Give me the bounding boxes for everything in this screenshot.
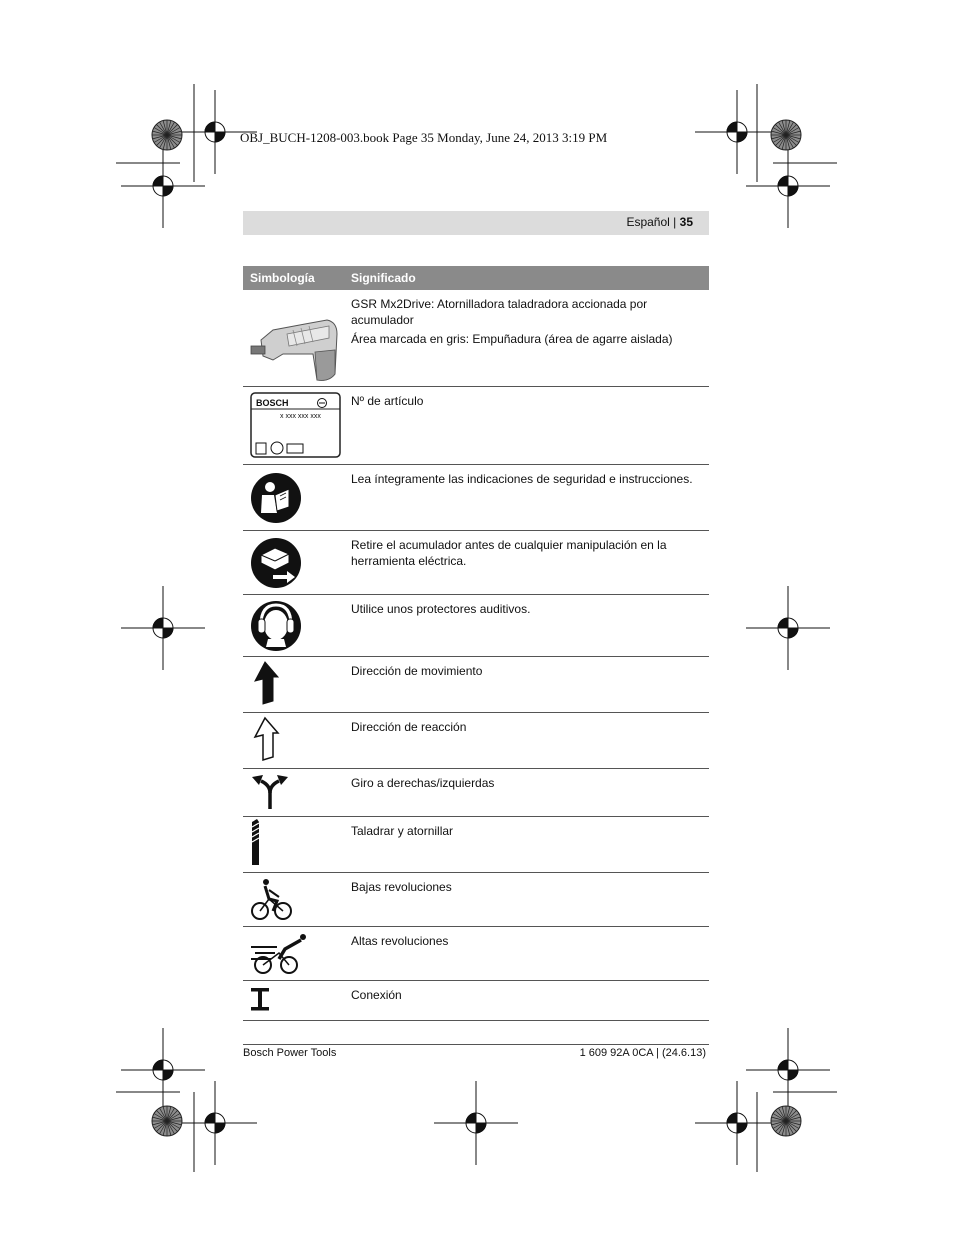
on-switch-icon [243, 981, 343, 1020]
footer-brand: Bosch Power Tools [243, 1047, 337, 1059]
table-row [243, 290, 709, 387]
symbol-cell [243, 465, 343, 530]
meaning-line: Bajas revoluciones [351, 880, 452, 894]
nameplate-number: x xxx xxx xxx [280, 413, 321, 420]
registration-crosshair [121, 144, 205, 228]
meaning-line: Área marcada en gris: Empuñadura (área de agarre aislada) [351, 332, 673, 346]
table-row [243, 981, 709, 1021]
table-row [243, 465, 709, 531]
page-header [243, 211, 709, 235]
header-separator: | [673, 215, 677, 229]
reaction-arrow-icon [243, 713, 343, 768]
column-header-symbol: Simbología [250, 271, 315, 285]
registration-crosshair [173, 1081, 257, 1165]
meaning-line: Retire el acumulador antes de cualquier manipulación en la herramienta eléctrica. [351, 538, 667, 568]
movement-arrow-icon [243, 657, 343, 712]
symbol-cell [243, 713, 343, 768]
registration-crosshair [746, 1028, 830, 1112]
meaning-cell [351, 719, 703, 738]
symbol-cell [243, 290, 343, 386]
meaning-cell [351, 601, 703, 620]
meaning-line: GSR Mx2Drive: Atornilladora taladradora accionada por acumulador [351, 297, 648, 327]
print-metadata: OBJ_BUCH-1208-003.book Page 35 Monday, June 24, 2013 3:19 PM [240, 130, 608, 145]
table-header [243, 266, 709, 290]
meaning-cell [351, 987, 703, 1006]
registration-starburst [771, 1106, 801, 1136]
symbol-cell [243, 927, 343, 980]
meaning-line: Dirección de reacción [351, 720, 467, 734]
remove-battery-icon [243, 531, 343, 594]
drill-icon [243, 290, 343, 386]
page-number: 35 [679, 215, 693, 229]
header-language: Español [626, 215, 670, 229]
registration-crosshair [695, 90, 779, 174]
fast-cyclist-icon [243, 927, 343, 980]
symbol-cell [243, 387, 343, 464]
registration-crosshair [746, 144, 830, 228]
meaning-cell [351, 823, 703, 842]
registration-crosshair [695, 1081, 779, 1165]
meaning-line: Altas revoluciones [351, 934, 449, 948]
registration-starburst [771, 120, 801, 150]
page-header-text [626, 215, 693, 229]
footer-divider [243, 1044, 709, 1045]
table-row [243, 769, 709, 817]
meaning-line: Nº de artículo [351, 394, 424, 408]
symbol-cell [243, 817, 343, 872]
table-row [243, 817, 709, 873]
meaning-line: Utilice unos protectores auditivos. [351, 602, 531, 616]
symbol-cell [243, 595, 343, 656]
table-row [243, 873, 709, 927]
meaning-line: Lea íntegramente las indicaciones de seguridad e instrucciones. [351, 472, 693, 486]
meaning-cell [351, 775, 703, 794]
symbol-cell [243, 981, 343, 1020]
registration-starburst [152, 120, 182, 150]
meaning-line: Conexión [351, 988, 402, 1002]
rotation-direction-icon [243, 769, 343, 816]
table-row [243, 595, 709, 657]
meaning-cell [351, 537, 703, 572]
registration-crosshair [434, 1081, 518, 1165]
drill-bit-icon [243, 817, 343, 872]
symbol-cell [243, 873, 343, 926]
meaning-cell [351, 296, 703, 350]
slow-cyclist-icon [243, 873, 343, 926]
meaning-line: Giro a derechas/izquierdas [351, 776, 495, 790]
table-row [243, 387, 709, 465]
footer-document-code: 1 609 92A 0CA | (24.6.13) [579, 1047, 706, 1059]
ear-protection-icon [243, 595, 343, 656]
registration-crosshair [121, 1028, 205, 1112]
symbol-table [243, 266, 709, 1021]
table-row [243, 713, 709, 769]
meaning-cell [351, 933, 703, 952]
symbol-cell [243, 657, 343, 712]
nameplate-icon [243, 387, 343, 464]
meaning-cell [351, 663, 703, 682]
registration-crosshair [746, 586, 830, 670]
meaning-cell [351, 393, 703, 412]
table-row [243, 927, 709, 981]
table-row [243, 657, 709, 713]
meaning-line: Dirección de movimiento [351, 664, 483, 678]
column-header-meaning: Significado [351, 271, 416, 285]
registration-crosshair [121, 586, 205, 670]
table-row [243, 531, 709, 595]
symbol-cell [243, 769, 343, 816]
meaning-line: Taladrar y atornillar [351, 824, 454, 838]
read-manual-icon [243, 465, 343, 530]
meaning-cell [351, 471, 703, 490]
registration-starburst [152, 1106, 182, 1136]
symbol-cell [243, 531, 343, 594]
meaning-cell [351, 879, 703, 898]
nameplate-brand: BOSCH [256, 398, 289, 408]
